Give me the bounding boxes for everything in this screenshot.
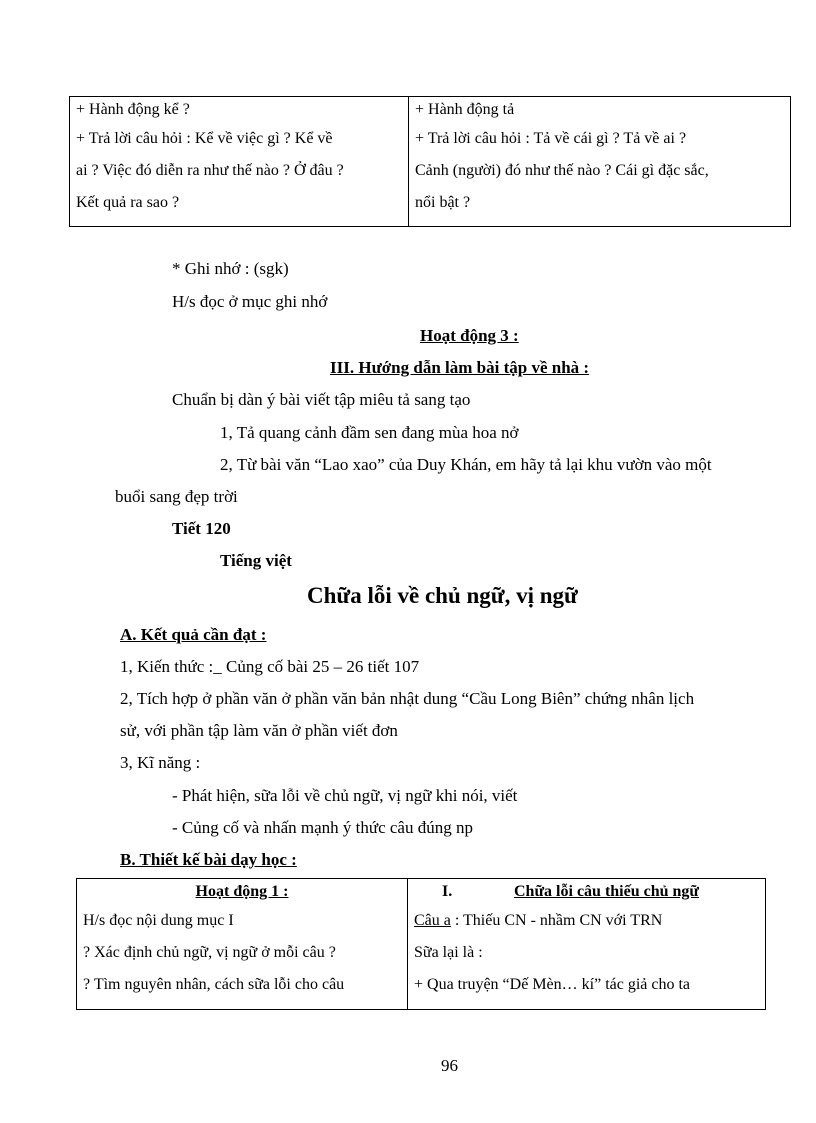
tich-hop-line-2: sử, với phần tập làm văn ở phần viết đơn: [120, 721, 398, 740]
table-line: nổi bật ?: [415, 194, 471, 211]
table-line: ? Xác định chủ ngữ, vị ngữ ở mỗi câu ?: [83, 944, 336, 961]
task-1: 1, Tả quang cảnh đầm sen đang mùa hoa nở: [220, 423, 519, 442]
table-line: + Trả lời câu hỏi : Kể về việc gì ? Kể về: [76, 130, 333, 147]
table-line: ai ? Việc đó diễn ra như thế nào ? Ở đâu ?: [76, 162, 344, 179]
section-title: Chữa lỗi câu thiếu chủ ngữ: [514, 883, 700, 900]
table-line: H/s đọc nội dung mục I: [83, 912, 234, 929]
task-2-line-2: buổi sang đẹp trời: [115, 487, 238, 506]
tich-hop-line-1: 2, Tích hợp ở phần văn ở phần văn bản nhật dung “Cầu Long Biên” chứng nhân lịch: [120, 689, 695, 708]
cau-a-label: Câu a: [414, 912, 451, 929]
table-line: + Qua truyện “Dế Mèn… kí” tác giả cho ta: [414, 976, 691, 993]
table-line: + Trả lời câu hỏi : Tả về cái gì ? Tả về ai ?: [415, 130, 687, 147]
table-cell-content: [408, 879, 766, 1010]
subject: Tiếng việt: [220, 551, 292, 570]
ki-nang-item-2: - Củng cố và nhấn mạnh ý thức câu đúng np: [172, 818, 473, 837]
table-line: ? Tìm nguyên nhân, cách sữa lỗi cho câu: [83, 976, 345, 993]
hs-doc: H/s đọc ở mục ghi nhớ: [172, 292, 328, 311]
ki-nang: 3, Kĩ năng :: [120, 753, 201, 772]
table-cell-narrate: [70, 97, 409, 227]
chuan-bi-text: Chuẩn bị dàn ý bài viết tập miêu tả sang tạo: [172, 390, 471, 409]
table-line: Kết quả ra sao ?: [76, 194, 180, 211]
content-header: [414, 879, 759, 905]
cau-a-text: : Thiếu CN - nhầm CN với TRN: [450, 912, 663, 929]
table-line: + Hành động kể ?: [76, 101, 190, 118]
lesson-number: Tiết 120: [172, 519, 231, 538]
page-title: Chữa lỗi về chủ ngữ, vị ngữ: [307, 583, 578, 608]
section-iii-heading: III. Hướng dẫn làm bài tập về nhà :: [330, 358, 590, 377]
section-number: I.: [442, 883, 453, 900]
table-line: Cảnh (người) đó như thế nào ? Cái gì đặc sắc,: [415, 162, 709, 179]
table-line: Sữa lại là :: [414, 944, 483, 961]
activity-header: Hoạt động 1 :: [195, 883, 289, 900]
table-cell-activity: [77, 879, 408, 1010]
kien-thuc: 1, Kiến thức :_ Củng cố bài 25 – 26 tiết 107: [120, 657, 420, 676]
lesson-table: [76, 878, 766, 1010]
ghi-nho: * Ghi nhớ : (sgk): [172, 259, 289, 278]
section-b-heading: B. Thiết kế bài dạy học :: [120, 850, 297, 869]
table-line: + Hành động tả: [415, 101, 515, 118]
table-cell-describe: [409, 97, 791, 227]
cau-a-line: [414, 905, 759, 937]
comparison-table: [69, 96, 791, 227]
ki-nang-item-1: - Phát hiện, sữa lỗi về chủ ngữ, vị ngữ khi nói, viết: [172, 786, 518, 805]
section-a-heading: A. Kết quả cần đạt :: [120, 625, 267, 644]
task-2-line-1: 2, Từ bài văn “Lao xao” của Duy Khán, em hãy tả lại khu vườn vào một: [220, 455, 712, 474]
page-number: 96: [441, 1056, 458, 1075]
hoat-dong-3-heading: Hoạt động 3 :: [420, 326, 519, 345]
